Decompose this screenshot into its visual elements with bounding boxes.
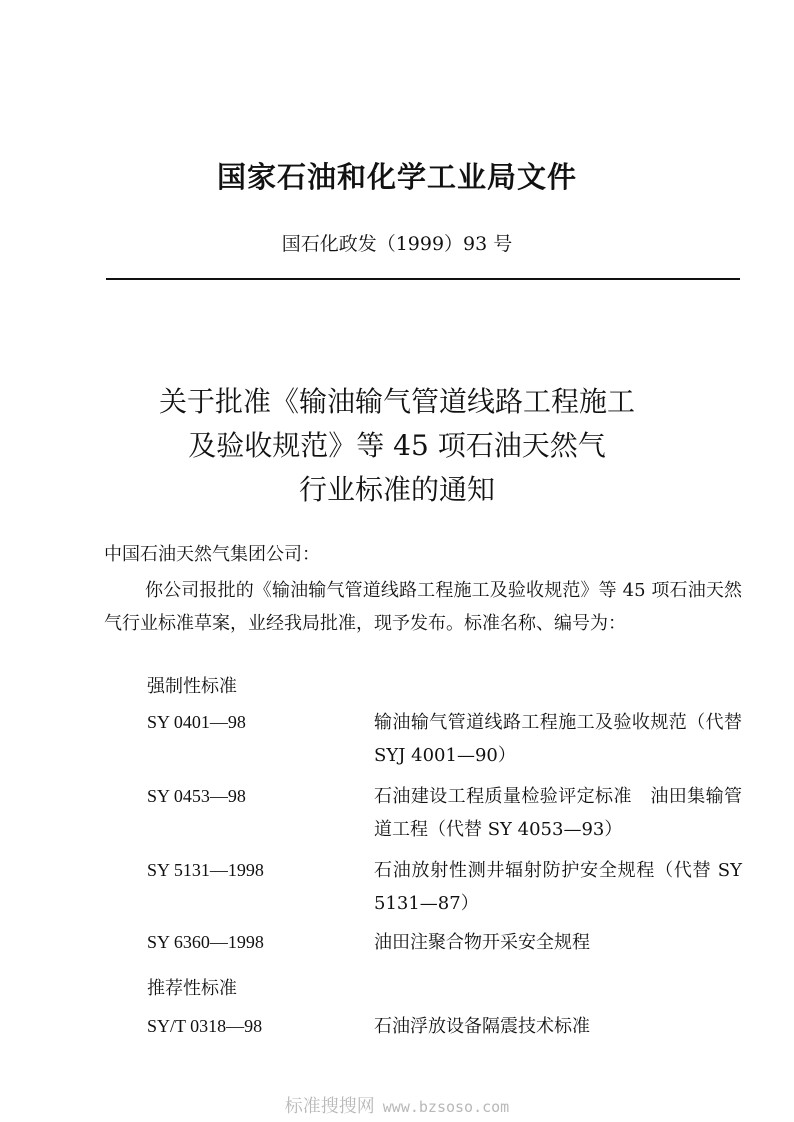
watermark-url: www.bzsoso.com	[382, 1098, 510, 1116]
standard-code: SY/T 0318—98	[147, 1016, 263, 1036]
issuer-title: 国家石油和化学工业局文件	[216, 160, 577, 194]
standard-code: SY 0401—98	[147, 712, 246, 732]
standard-name: 油田注聚合物开采安全规程	[374, 932, 590, 953]
mandatory-section-label: 强制性标准	[147, 676, 237, 697]
standard-name: 输油输气管道线路工程施工及验收规范（代替 SYJ 4001—90）	[374, 712, 742, 766]
body-paragraph: 你公司报批的《输油输气管道线路工程施工及验收规范》等 45 项石油天然气行业标准草案，业经我局批准，现予发布。标准名称、编号为：	[104, 580, 742, 634]
standard-code: SY 6360—1998	[147, 932, 264, 952]
watermark-text: 标准搜搜网	[284, 1096, 375, 1117]
standard-name: 石油浮放设备隔震技术标准	[374, 1016, 590, 1037]
notice-title-line: 行业标准的通知	[298, 473, 495, 506]
watermark	[0, 1092, 794, 1118]
recommended-section-label: 推荐性标准	[147, 978, 237, 999]
addressee: 中国石油天然气集团公司：	[104, 544, 320, 565]
standard-code: SY 0453—98	[147, 786, 246, 806]
header-divider	[106, 278, 740, 280]
notice-title-line: 关于批准《输油输气管道线路工程施工	[158, 385, 635, 418]
notice-title-line: 及验收规范》等 45 项石油天然气	[188, 429, 606, 462]
notice-title	[0, 380, 794, 512]
standard-name: 石油放射性测井辐射防护安全规程（代替 SY 5131—87）	[374, 860, 742, 914]
standard-name: 石油建设工程质量检验评定标准 油田集输管道工程（代替 SY 4053—93）	[374, 786, 742, 840]
standard-code: SY 5131—1998	[147, 860, 264, 880]
document-number: 国石化政发（1999）93 号	[281, 233, 513, 255]
